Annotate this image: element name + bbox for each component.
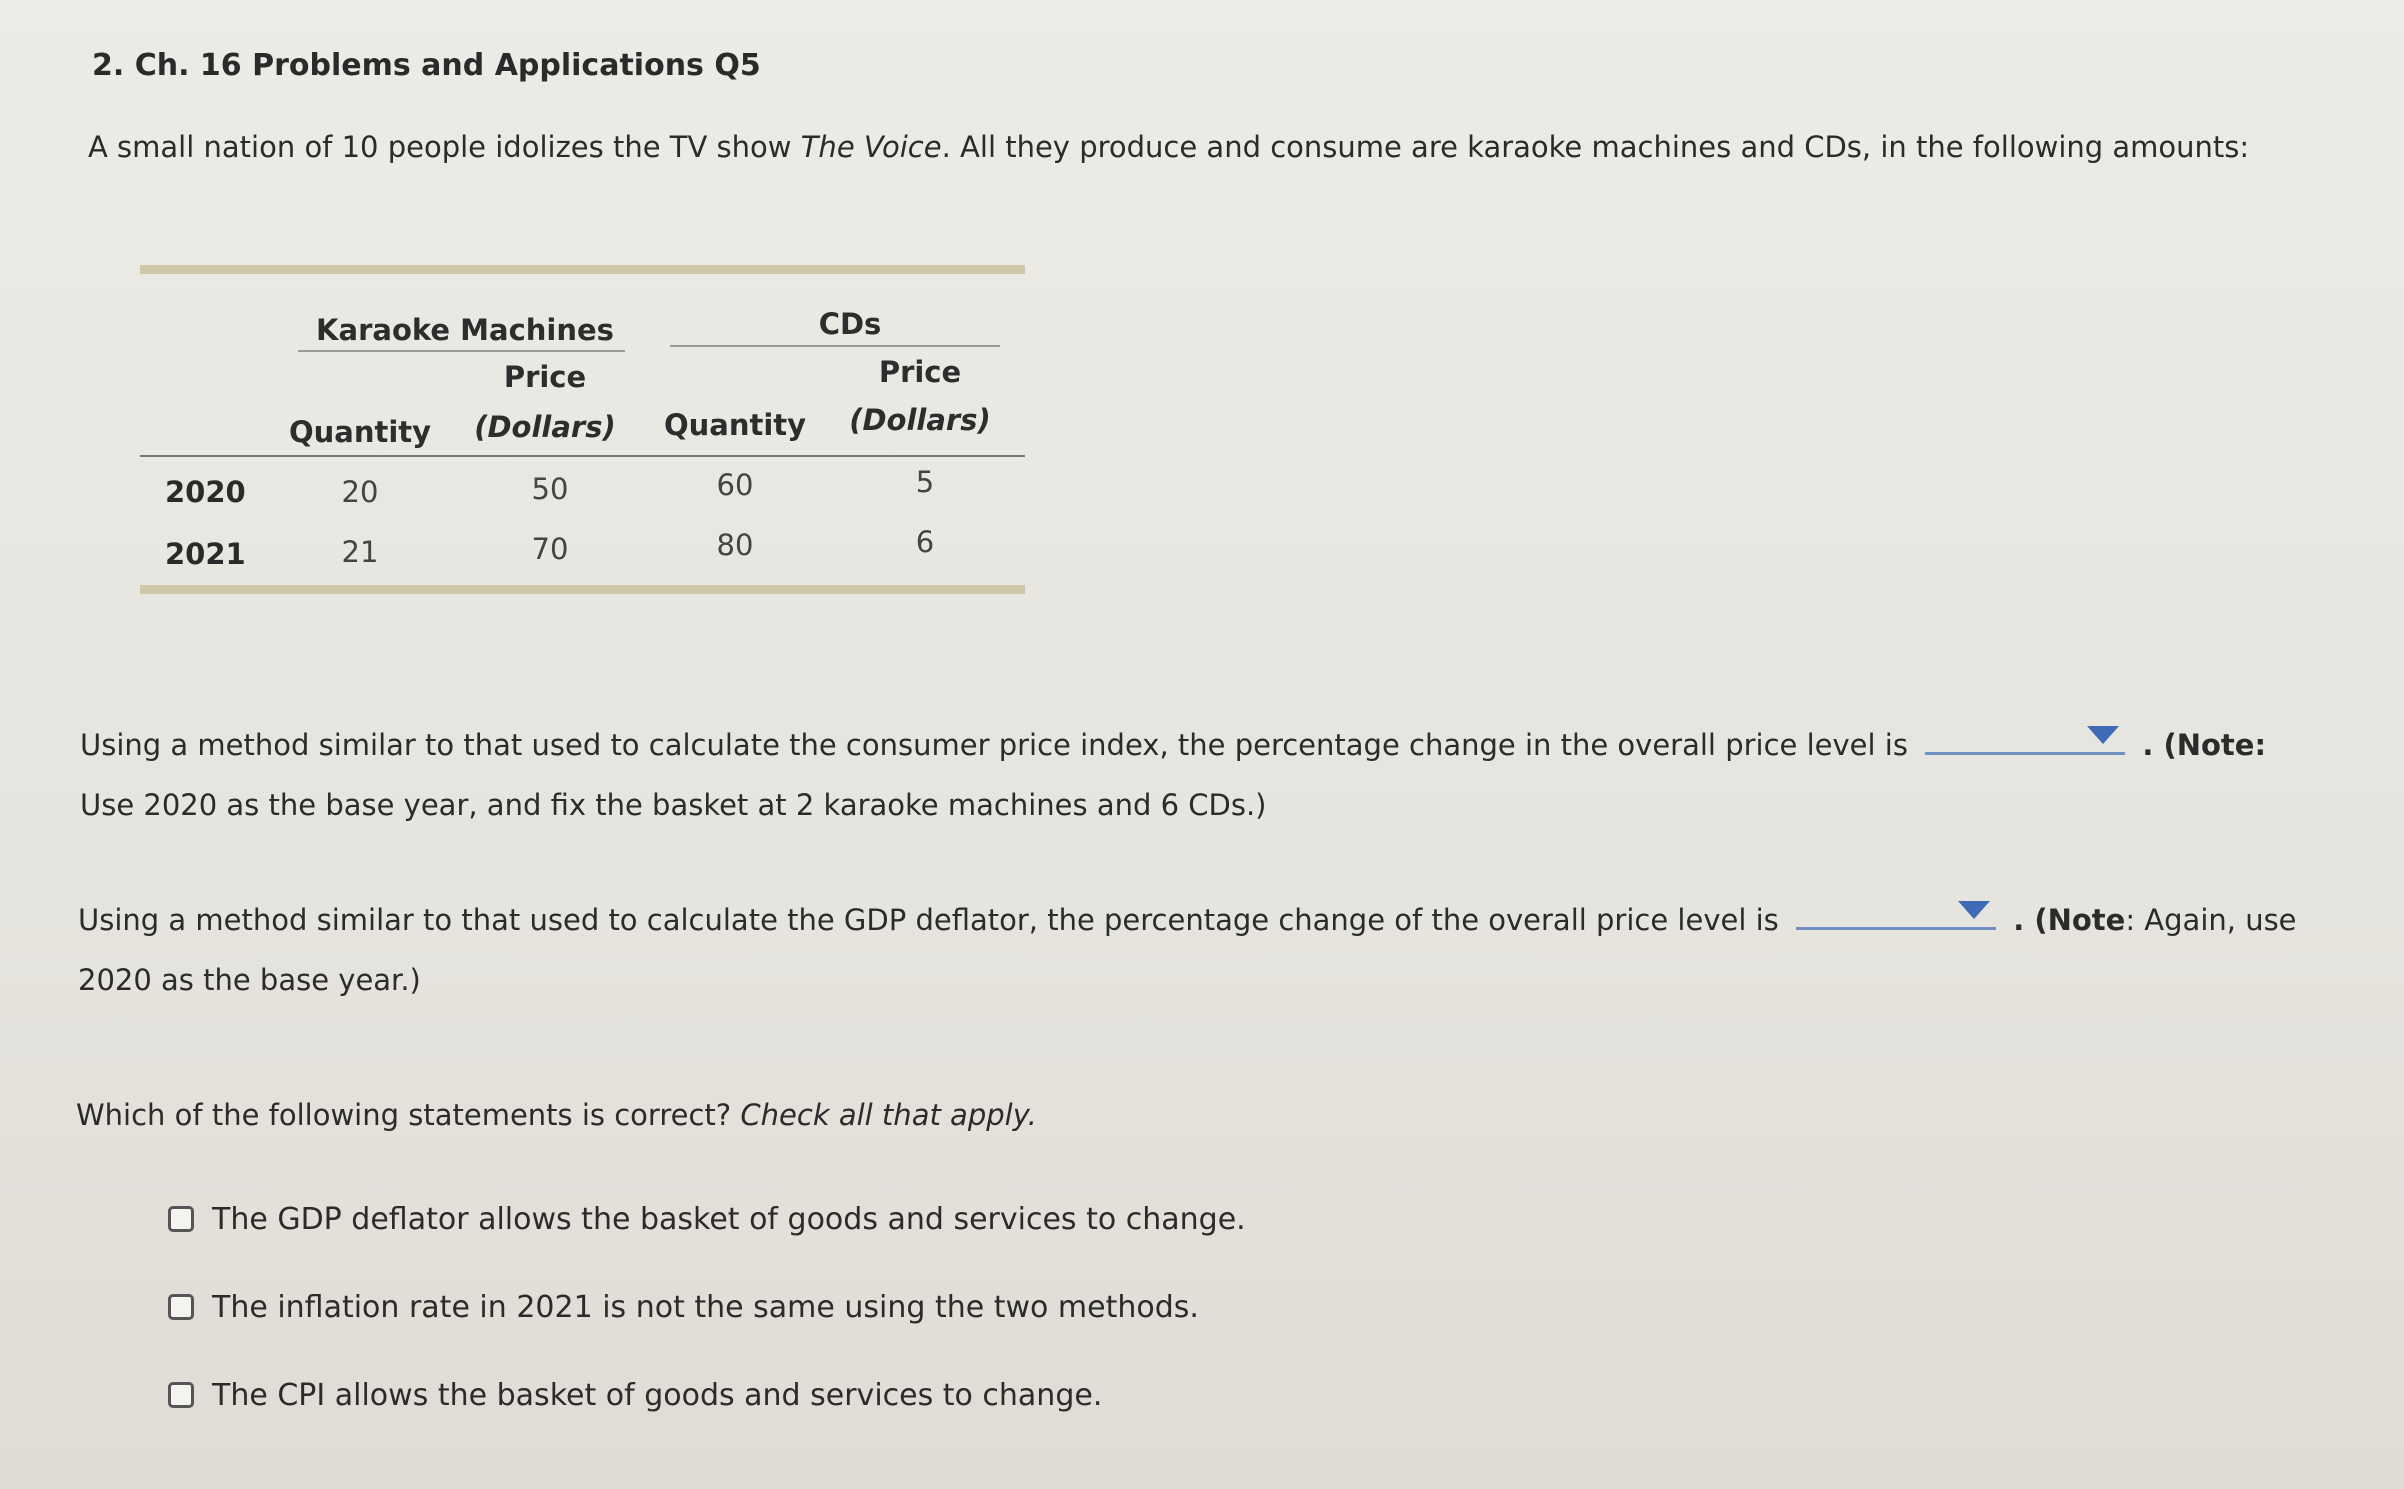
statement-option-label: The inflation rate in 2021 is not the same using the two methods. (212, 1289, 1199, 1325)
statement-option[interactable] (168, 1263, 1246, 1351)
table-header-rule (140, 455, 1025, 457)
question-title: 2. Ch. 16 Problems and Applications Q5 (92, 48, 761, 83)
checkbox[interactable] (168, 1382, 194, 1408)
gdp-answer-dropdown[interactable] (1796, 897, 1996, 930)
chevron-down-icon (2087, 726, 2119, 744)
cpi-note-label: . (Note: (2142, 728, 2267, 762)
header-cd-price: Price (878, 355, 962, 389)
statement-option[interactable] (168, 1175, 1246, 1263)
cd-price-cell: 6 (915, 525, 935, 559)
group-line-cds (670, 345, 1000, 347)
data-table (140, 265, 1025, 610)
row-year: 2020 (165, 475, 246, 509)
row-year: 2021 (165, 537, 246, 571)
checkbox[interactable] (168, 1294, 194, 1320)
statements-prompt-italic: Check all that apply. (740, 1098, 1037, 1132)
gdp-note-prefix: . ( (2013, 903, 2048, 937)
gdp-note-after: : Again, use (2125, 903, 2297, 937)
km-quantity-cell: 20 (341, 475, 379, 509)
cpi-note-continued: Use 2020 as the base year, and fix the basket at 2 karaoke machines and 6 CDs.) (80, 788, 1267, 822)
km-quantity-cell: 21 (341, 535, 379, 569)
header-cd-dollars: (Dollars) (849, 403, 991, 437)
header-karaoke-machines: Karaoke Machines (316, 313, 614, 347)
group-line-karaoke (298, 350, 625, 352)
intro-before: A small nation of 10 people idolizes the TV show (88, 130, 801, 164)
statement-option[interactable] (168, 1351, 1246, 1439)
statement-option-label: The GDP deflator allows the basket of goods and services to change. (212, 1201, 1246, 1237)
cpi-question (80, 715, 2266, 835)
cd-quantity-cell: 80 (716, 528, 754, 562)
statement-option-label: The CPI allows the basket of goods and services to change. (212, 1377, 1103, 1413)
checkbox[interactable] (168, 1206, 194, 1232)
intro-show: The Voice (800, 130, 942, 164)
intro-text (88, 130, 2338, 164)
header-km-quantity: Quantity (288, 415, 432, 449)
statements-checklist (168, 1175, 1246, 1439)
km-price-cell: 50 (531, 472, 569, 506)
statements-prompt (76, 1085, 1037, 1145)
gdp-question-text: Using a method similar to that used to calculate the GDP deflator, the percentage change of the overall price level is (78, 903, 1779, 937)
cpi-answer-dropdown[interactable] (1925, 722, 2125, 755)
header-km-price: Price (503, 360, 587, 394)
gdp-note-bold: Note (2047, 903, 2126, 937)
cd-quantity-cell: 60 (716, 468, 754, 502)
header-km-dollars: (Dollars) (474, 410, 616, 444)
km-price-cell: 70 (531, 532, 569, 566)
header-cds: CDs (818, 307, 882, 341)
gdp-note-continued: 2020 as the base year.) (78, 963, 421, 997)
table-top-rule (140, 265, 1025, 274)
statements-prompt-text: Which of the following statements is correct? (76, 1098, 741, 1132)
chevron-down-icon (1958, 901, 1990, 919)
table-bottom-rule (140, 585, 1025, 594)
cd-price-cell: 5 (915, 465, 935, 499)
header-cd-quantity: Quantity (663, 408, 807, 442)
gdp-question (78, 890, 2297, 1010)
intro-after: . All they produce and consume are karaoke machines and CDs, in the following amounts: (941, 130, 2250, 164)
cpi-question-text: Using a method similar to that used to calculate the consumer price index, the percentage change in the overall price level is (80, 728, 1908, 762)
